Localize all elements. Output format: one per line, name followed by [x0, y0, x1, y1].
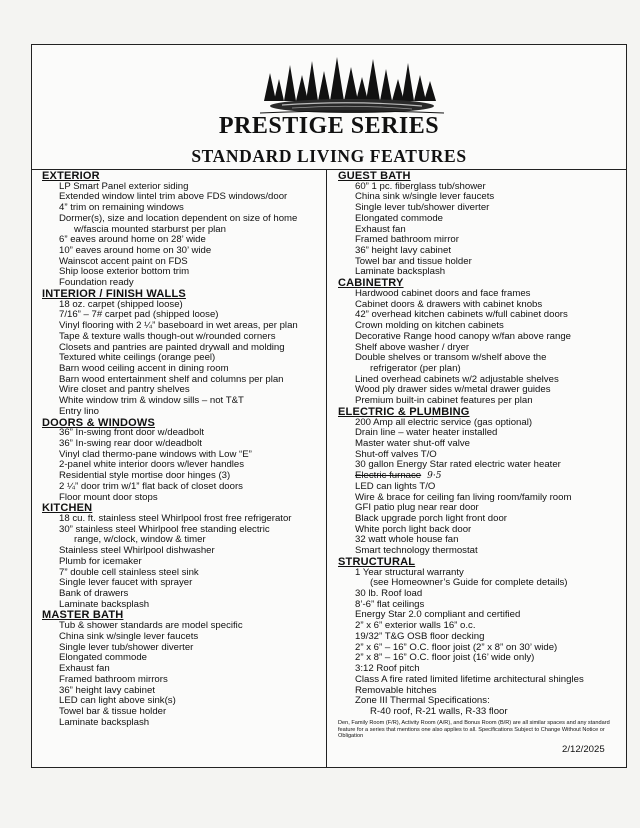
feature-text: GFI patio plug near rear door: [355, 502, 479, 514]
column-divider: [326, 170, 327, 767]
feature-text: Laminate backsplash: [355, 266, 446, 278]
feature-text: Entry lino: [59, 405, 99, 417]
feature-text: Wood ply drawer sides w/metal drawer guides: [355, 384, 551, 396]
feature-text: Removable hitches: [355, 684, 437, 696]
feature-text: LED can light above sink(s): [59, 695, 176, 707]
feature-text: 2-panel white interior doors w/lever handles: [59, 459, 245, 471]
feature-text: Closets and pantries are painted drywall and molding: [59, 341, 285, 353]
feature-text: Laminate backsplash: [59, 598, 150, 610]
feature-text: Floor mount door stops: [59, 491, 158, 503]
feature-text: Decorative Range hood canopy w/fan above range: [355, 330, 572, 342]
feature-text: LP Smart Panel exterior siding: [59, 180, 189, 192]
feature-text: Zone III Thermal Specifications:: [355, 695, 490, 707]
feature-text: 7” double cell stainless steel sink: [59, 566, 199, 578]
feature-item: [42, 407, 322, 418]
feature-text: Black upgrade porch light front door: [355, 513, 507, 524]
feature-text: 6” eaves around home on 28’ wide: [59, 234, 206, 246]
feature-text: Elongated commode: [59, 652, 147, 664]
feature-text: Tape & texture walls though-out w/rounded corners: [59, 330, 276, 342]
feature-text: 4” trim on remaining windows: [59, 202, 184, 214]
feature-text: China sink w/single lever faucets: [355, 191, 495, 203]
feature-text: Single lever faucet with sprayer: [59, 577, 193, 589]
feature-text: (see Homeowner’s Guide for complete details): [370, 577, 568, 589]
feature-text: 3:12 Roof pitch: [355, 663, 420, 675]
feature-text: White porch light back door: [355, 523, 472, 535]
feature-text: 7/16” – 7# carpet pad (shipped loose): [59, 309, 219, 321]
feature-text: Energy Star 2.0 compliant and certified: [355, 609, 521, 621]
feature-text: LED can lights T/O: [355, 480, 436, 492]
feature-text: 2” x 6” exterior walls 16” o.c.: [355, 620, 476, 632]
feature-text: w/fascia mounted starburst per plan: [74, 223, 226, 235]
feature-text: Single lever tub/shower diverter: [355, 202, 490, 214]
feature-text: 2 ¼” door trim w/1” flat back of closet doors: [59, 480, 243, 492]
feature-text: Bank of drawers: [59, 588, 129, 600]
feature-text: 36” In-swing front door w/deadbolt: [59, 427, 205, 439]
feature-text: Drain line – water heater installed: [355, 427, 498, 439]
feature-text: Hardwood cabinet doors and face frames: [355, 287, 531, 299]
feature-text: 42” overhead kitchen cabinets w/full cabinet doors: [355, 309, 568, 321]
feature-text: Cabinet doors & drawers with cabinet knobs: [355, 298, 543, 310]
feature-item: [42, 718, 322, 729]
page-title: PRESTIGE SERIES: [218, 113, 440, 139]
feature-text: Textured white ceilings (orange peel): [59, 352, 216, 364]
feature-text: Wire & brace for ceiling fan living room/family room: [355, 491, 572, 503]
feature-text: Exhaust fan: [59, 663, 110, 675]
feature-text: Vinyl clad thermo-pane windows with Low “E”: [59, 448, 252, 460]
feature-text: Framed bathroom mirrors: [59, 673, 168, 685]
feature-text: 30 gallon Energy Star rated electric water heater: [355, 459, 561, 471]
feature-text: 2” x 8” – 16” O.C. floor joist (16’ wide only): [355, 652, 535, 664]
feature-text: 36” height lavy cabinet: [355, 245, 451, 257]
title-rule: [32, 169, 626, 170]
right-column: [338, 171, 622, 718]
feature-text: 60” 1 pc. fiberglass tub/shower: [355, 180, 486, 192]
section-heading-kitchen: KITCHEN: [42, 502, 93, 515]
feature-text: refrigerator (per plan): [370, 362, 461, 374]
feature-text: Double shelves or transom w/shelf above the: [355, 352, 547, 364]
feature-text: Shut-off valves T/O: [355, 448, 437, 460]
feature-text: Elongated commode: [355, 212, 443, 224]
feature-text: 10” eaves around home on 30’ wide: [59, 245, 212, 257]
feature-text: 32 watt whole house fan: [355, 534, 459, 546]
section-heading-cabinetry: CABINETRY: [338, 277, 404, 290]
feature-text: Dormer(s), size and location dependent on size of home: [59, 212, 298, 224]
section-heading-structural: STRUCTURAL: [338, 555, 416, 568]
feature-text: Towel bar & tissue holder: [59, 705, 167, 717]
feature-text: China sink w/single lever faucets: [59, 630, 199, 642]
feature-text: Wainscot accent paint on FDS: [59, 255, 188, 267]
feature-text: White window trim & window sills – not T&T: [59, 395, 244, 407]
feature-text: Exhaust fan: [355, 223, 406, 235]
feature-text: Shelf above washer / dryer: [355, 341, 470, 353]
feature-text: Master water shut-off valve: [355, 437, 470, 449]
feature-text: R-40 roof, R-21 walls, R-33 floor: [370, 705, 508, 717]
feature-text: 18 cu. ft. stainless steel Whirlpool frost free refrigerator: [59, 513, 292, 524]
feature-text: 30” stainless steel Whirlpool free standing electric: [59, 523, 270, 535]
feature-text: range, w/clock, window & timer: [74, 534, 206, 546]
feature-text: Ship loose exterior bottom trim: [59, 266, 190, 278]
section-heading-guest-bath: GUEST BATH: [338, 170, 411, 182]
feature-text: Foundation ready: [59, 277, 134, 289]
feature-text: Barn wood ceiling accent in dining room: [59, 362, 229, 374]
document-date: 2/12/2025: [562, 744, 605, 755]
feature-text: Residential style mortise door hinges (3): [59, 470, 231, 482]
feature-text: 36” In-swing rear door w/deadbolt: [59, 437, 202, 449]
footnote: Den, Family Room (F/R), Activity Room (A/R), and Bonus Room (B/R) are all similar spaces and any standard feature for a series that mentions one also applies to all. Specifications Subject to Change Without Notice or Obligation: [338, 720, 610, 740]
feature-text: Class A fire rated limited lifetime architectural shingles: [355, 673, 584, 685]
spec-sheet: [31, 44, 627, 768]
page-subtitle: STANDARD LIVING FEATURES: [191, 146, 467, 166]
feature-text: 1 Year structural warranty: [355, 566, 464, 578]
feature-text: Tub & shower standards are model specific: [59, 620, 243, 632]
feature-text: Smart technology thermostat: [355, 545, 478, 557]
feature-text: Towel bar and tissue holder: [355, 255, 472, 267]
feature-text: Stainless steel Whirlpool dishwasher: [59, 545, 215, 557]
feature-text: Wire closet and pantry shelves: [59, 384, 190, 396]
section-heading-master-bath: MASTER BATH: [42, 609, 124, 622]
feature-text: Laminate backsplash: [59, 716, 150, 728]
feature-text: Single lever tub/shower diverter: [59, 641, 194, 653]
feature-text: 8’-6” flat ceilings: [355, 598, 425, 610]
feature-text: Plumb for icemaker: [59, 555, 142, 567]
feature-text: Crown molding on kitchen cabinets: [355, 320, 504, 332]
feature-text: Vinyl flooring with 2 ¼” baseboard in wet areas, per plan: [59, 320, 298, 332]
feature-text: 30 lb. Roof load: [355, 588, 423, 600]
left-column: [42, 171, 322, 728]
section-heading-exterior: EXTERIOR: [42, 170, 100, 182]
feature-item: [338, 707, 622, 718]
feature-text: Electric furnace: [355, 470, 422, 482]
feature-text: Barn wood entertainment shelf and columns per plan: [59, 373, 284, 385]
feature-text: Extended window lintel trim above FDS windows/door: [59, 191, 288, 203]
feature-text: 36” height lavy cabinet: [59, 684, 155, 696]
feature-text: 200 Amp all electric service (gas optional): [355, 416, 533, 428]
section-heading-doors-windows: DOORS & WINDOWS: [42, 416, 155, 429]
feature-text: 18 oz. carpet (shipped loose): [59, 298, 183, 310]
feature-text: 2” x 6” – 16” O.C. floor joist (2” x 8” on 30’ wide): [355, 641, 558, 653]
section-heading-interior-finish-walls: INTERIOR / FINISH WALLS: [42, 287, 186, 300]
handwritten-note: 9·5: [427, 471, 442, 482]
feature-text: Premium built-in cabinet features per plan: [355, 395, 533, 407]
feature-text: Lined overhead cabinets w/2 adjustable shelves: [355, 373, 559, 385]
feature-text: Framed bathroom mirror: [355, 234, 459, 246]
section-heading-electric-plumbing: ELECTRIC & PLUMBING: [338, 405, 470, 418]
pine-trees-lake-logo: [252, 51, 452, 117]
feature-text: 19/32” T&G OSB floor decking: [355, 630, 485, 642]
